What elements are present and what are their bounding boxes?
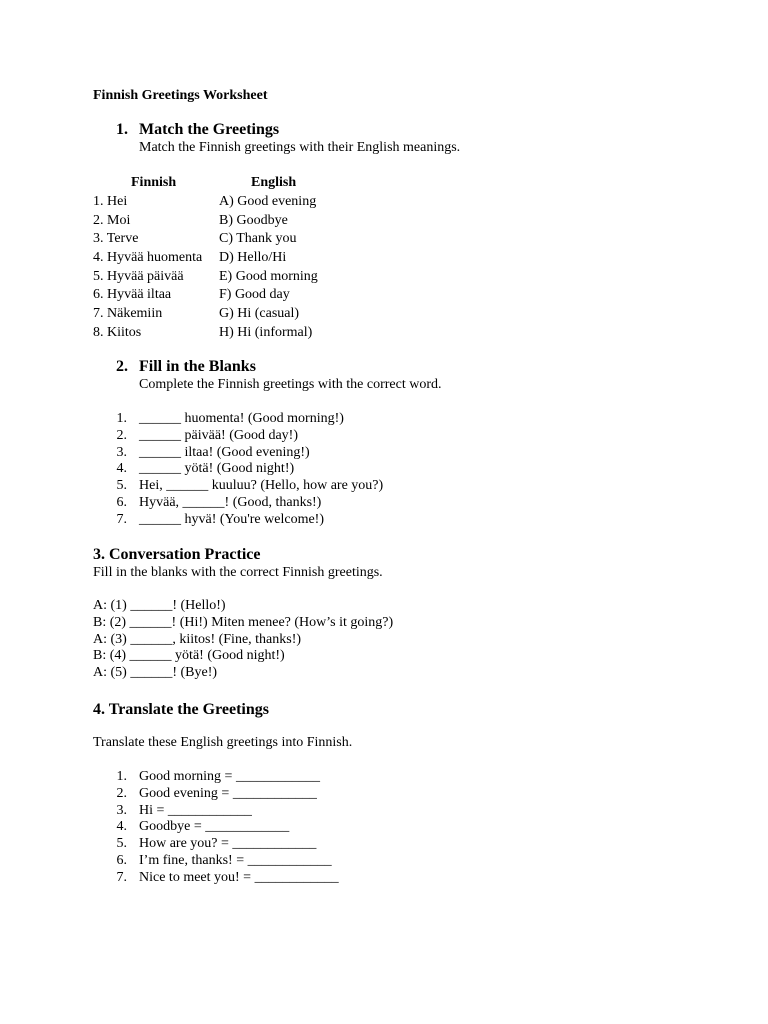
item-text: Hei, ______ kuuluu? (Hello, how are you?) [139,478,384,494]
section-1-heading [116,121,279,139]
item-number: 5. [116,478,127,494]
list-item [93,478,453,495]
section-3-instruction: Fill in the blanks with the correct Finnish greetings. [93,565,383,580]
english-cell: A) Good evening [219,194,317,209]
item-text: ______ päivää! (Good day!) [139,427,299,443]
conversation-line: B: (2) ______! (Hi!) Miten menee? (How’s it going?) [93,614,394,630]
finnish-cell: 6. Hyvää iltaa [93,287,172,303]
item-text: I’m fine, thanks! = ____________ [139,852,332,868]
translate-list [93,769,413,887]
english-cell: B) Goodbye [219,212,288,228]
item-text: ______ hyvä! (You're welcome!) [139,511,325,527]
column-header-finnish: Finnish [131,175,177,190]
table-row [93,193,353,212]
section-2-instruction: Complete the Finnish greetings with the correct word. [139,377,442,392]
item-text: Hi = ____________ [139,802,252,818]
list-item [93,870,413,887]
list-item [93,512,453,529]
item-number: 6. [116,852,127,868]
section-2-number: 2. [116,358,128,375]
finnish-cell: 2. Moi [93,212,131,228]
english-cell: E) Good morning [219,268,318,284]
matching-table-header [93,175,353,193]
list-item [93,819,413,836]
section-4-instruction: Translate these English greetings into Finnish. [93,735,353,750]
item-text: ______ huomenta! (Good morning!) [139,411,344,426]
item-text: How are you? = ____________ [139,836,317,852]
item-text: Nice to meet you! = ____________ [139,869,339,885]
list-item [93,769,413,786]
section-2-heading [116,358,256,376]
item-number: 1. [116,769,127,784]
item-text: Goodbye = ____________ [139,819,290,835]
table-row [93,324,353,343]
item-number: 1. [116,411,127,426]
conversation-line: A: (5) ______! (Bye!) [93,665,218,681]
item-text: ______ iltaa! (Good evening!) [139,444,310,460]
column-header-english: English [251,175,297,190]
table-row [93,268,353,287]
english-cell: F) Good day [219,287,290,303]
item-number: 3. [116,802,127,818]
item-text: ______ yötä! (Good night!) [139,461,295,477]
list-item [93,803,413,820]
item-number: 4. [116,461,127,477]
item-number: 2. [116,785,127,801]
list-item [93,445,453,462]
list-item [93,836,413,853]
list-item [93,786,413,803]
item-number: 2. [116,427,127,443]
section-2-title: Fill in the Blanks [139,358,256,375]
list-item [93,428,453,445]
table-row [93,212,353,231]
section-1-title: Match the Greetings [139,121,280,138]
item-number: 4. [116,819,127,835]
finnish-cell: 4. Hyvää huomenta [93,250,203,266]
worksheet-title: Finnish Greetings Worksheet [93,88,268,103]
item-text: Good morning = ____________ [139,769,320,784]
list-item [93,853,413,870]
matching-table [93,175,353,343]
item-text: Hyvää, ______! (Good, thanks!) [139,494,322,510]
item-number: 6. [116,494,127,510]
table-row [93,249,353,268]
item-text: Good evening = ____________ [139,785,317,801]
fill-blanks-list [93,411,453,529]
english-cell: C) Thank you [219,231,297,247]
english-cell: D) Hello/Hi [219,250,287,266]
conversation-line: A: (1) ______! (Hello!) [93,598,226,613]
section-1-instruction: Match the Finnish greetings with their English meanings. [139,140,461,155]
item-number: 3. [116,444,127,460]
list-item [93,411,453,428]
finnish-cell: 8. Kiitos [93,324,142,340]
finnish-cell: 5. Hyvää päivää [93,268,184,284]
finnish-cell: 1. Hei [93,194,128,209]
list-item [93,461,453,478]
list-item [93,495,453,512]
english-cell: H) Hi (informal) [219,324,313,340]
finnish-cell: 7. Näkemiin [93,306,163,322]
section-1-number: 1. [116,121,128,138]
item-number: 5. [116,836,127,852]
conversation-block [93,598,393,682]
table-row [93,230,353,249]
section-3-heading: 3. Conversation Practice [93,546,261,563]
section-4-heading: 4. Translate the Greetings [93,701,269,718]
finnish-cell: 3. Terve [93,231,139,247]
english-cell: G) Hi (casual) [219,306,300,322]
table-row [93,286,353,305]
table-row [93,305,353,324]
conversation-line: A: (3) ______, kiitos! (Fine, thanks!) [93,631,302,647]
item-number: 7. [116,511,127,527]
conversation-line: B: (4) ______ yötä! (Good night!) [93,648,285,664]
item-number: 7. [116,869,127,885]
